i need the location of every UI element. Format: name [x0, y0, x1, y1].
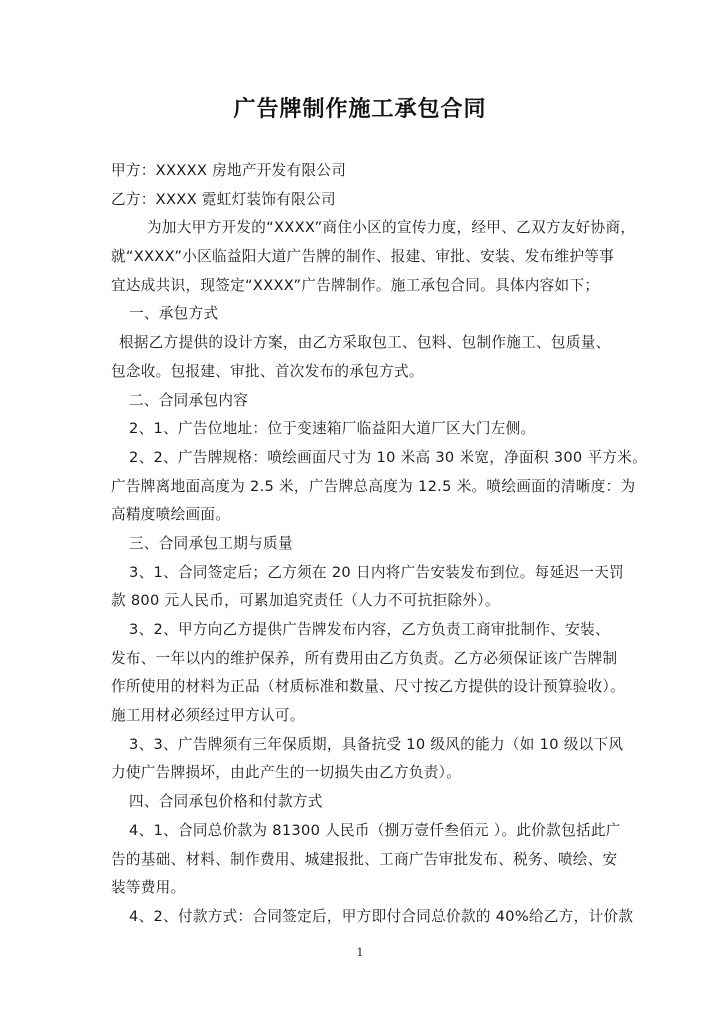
- section-2: [111, 387, 648, 530]
- section-heading: 三、合同承包工期与质量: [129, 534, 293, 552]
- paragraph-line: 包念收。包报建、审批、首次发布的承包方式。: [111, 362, 424, 380]
- paragraph-line: 4、2、付款方式：合同签定后，甲方即付合同总价款的 40%给乙方，计价款: [129, 907, 634, 925]
- paragraph-line: 3、3、广告牌须有三年保质期，具备抗受 10 级风的能力（如 10 级以下风: [129, 735, 624, 753]
- paragraph-line: 3、2、甲方向乙方提供广告牌发布内容，乙方负责工商审批制作、安装、: [129, 621, 610, 638]
- document-title: 广告牌制作施工承包合同: [233, 96, 487, 122]
- intro-line: 为加大甲方开发的“XXXX”商住小区的宣传力度，经甲、乙双方友好协商，: [147, 219, 636, 237]
- section-heading: 四、合同承包价格和付款方式: [129, 793, 323, 811]
- paragraph-line: 作所使用的材料为正品（材质标准和数量、尺寸按乙方提供的设计预算验收）。: [111, 678, 625, 696]
- paragraph-line: 2、1、广告位地址：位于变速箱厂临益阳大道厂区大门左侧。: [129, 420, 536, 438]
- section-3: [111, 530, 625, 788]
- paragraph-line: 施工用材必须经过甲方认可。: [111, 707, 305, 725]
- document-body: [111, 157, 648, 932]
- intro-paragraph: [111, 214, 636, 300]
- page-number: 1: [356, 946, 364, 959]
- section-heading: 二、合同承包内容: [129, 391, 249, 409]
- party-a-line: 甲方：XXXXX 房地产开发有限公司: [111, 162, 347, 179]
- paragraph-line: 2、2、广告牌规格：喷绘画面尺寸为 10 米高 30 米宽，净面积 300 平方米。: [129, 448, 648, 466]
- paragraph-line: 3、1、合同签定后；乙方须在 20 日内将广告安装发布到位。每延迟一天罚: [129, 563, 625, 581]
- section-1: [111, 300, 611, 386]
- paragraph-line: 高精度喷绘画面。: [111, 506, 231, 524]
- paragraph-line: 根据乙方提供的设计方案，由乙方采取包工、包料、包制作施工、包质量、: [119, 334, 611, 352]
- paragraph-line: 装等费用。: [111, 879, 186, 897]
- party-b-line: 乙方：XXXX 霓虹灯装饰有限公司: [111, 190, 336, 208]
- section-4: [111, 788, 634, 931]
- section-heading: 一、承包方式: [129, 305, 219, 323]
- paragraph-line: 发布、一年以内的维护保养，所有费用由乙方负责。乙方必须保证该广告牌制: [111, 649, 618, 667]
- intro-line: 宜达成共识，现签定“XXXX”广告牌制作。施工承包合同。具体内容如下；: [111, 276, 600, 294]
- paragraph-line: 告的基础、材料、制作费用、城建报批、工商广告审批发布、税务、喷绘、安: [111, 850, 618, 868]
- paragraph-line: 款 800 元人民币，可累加追究责任（人力不可抗拒除外）。: [111, 592, 500, 610]
- intro-line: 就“XXXX”小区临益阳大道广告牌的制作、报建、审批、安装、发布维护等事: [111, 248, 615, 266]
- paragraph-line: 力使广告牌损坏，由此产生的一切损失由乙方负责）。: [111, 764, 462, 782]
- paragraph-line: 广告牌离地面高度为 2.5 米，广告牌总高度为 12.5 米。喷绘画面的清晰度：为: [111, 477, 636, 495]
- paragraph-line: 4、1、合同总价款为 81300 人民币（捌万壹仟叁佰元 ）。此价款包括此广: [129, 821, 621, 839]
